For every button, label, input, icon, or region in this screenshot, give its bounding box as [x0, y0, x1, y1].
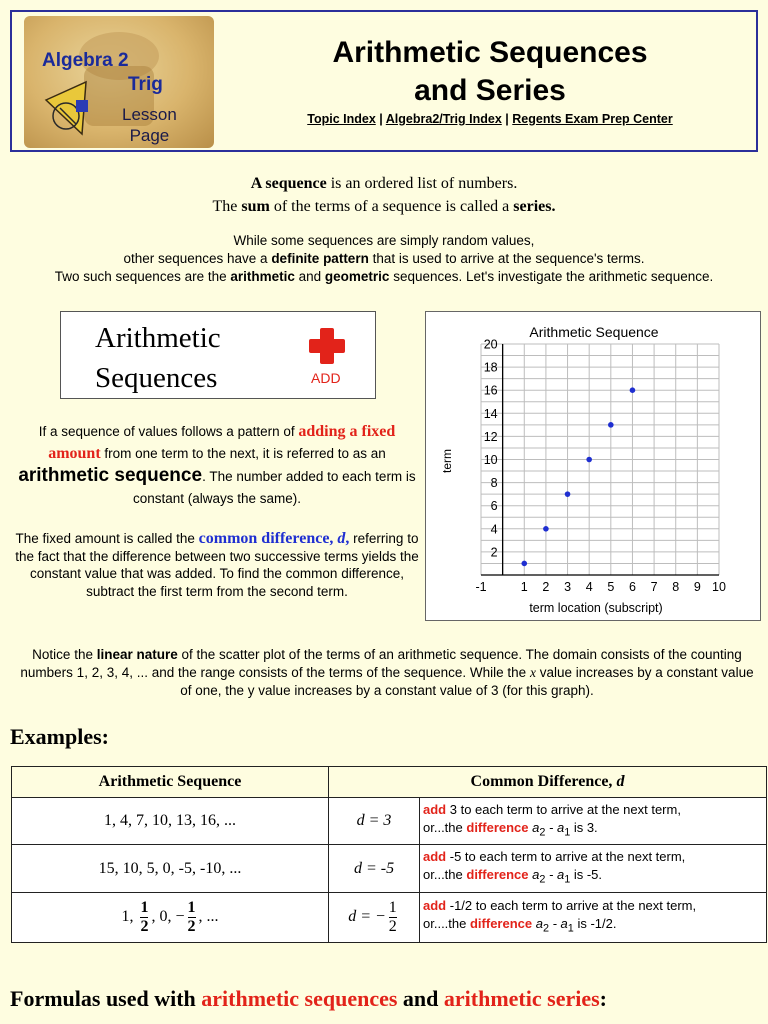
fraction [140, 899, 148, 936]
intro-text: that is used to arrive at the sequence's terms. [368, 251, 645, 266]
intro-definitions [0, 172, 768, 218]
intro-line-1: While some sequences are simply random values, [233, 233, 535, 248]
adding-fixed-amount-term: adding a fixed amount [48, 423, 396, 462]
numerator: 1 [140, 899, 149, 916]
header-text: Common Difference, [470, 773, 617, 790]
y-tick-label: 20 [483, 337, 498, 352]
add-word: add [423, 849, 447, 865]
examples-table [11, 766, 767, 943]
difference-cell [329, 798, 420, 845]
logo-art [24, 16, 214, 148]
definition-paragraph [14, 421, 420, 510]
y-tick-label: 18 [483, 360, 498, 375]
y-tick-label: 12 [483, 429, 498, 444]
scatter-plot [426, 312, 760, 620]
plus-icon [309, 328, 345, 364]
nav-links [222, 112, 758, 126]
notice-text: value increases by a constant value of one, the y value increases by a constant value of 3 (for this graph). [180, 665, 754, 698]
formulas-text: and [397, 986, 444, 1011]
x-axis-label: term location (subscript) [529, 601, 663, 615]
x-tick-label: 1 [520, 580, 528, 594]
d-variable: d [337, 530, 346, 547]
data-point [608, 422, 614, 428]
data-point [565, 491, 571, 497]
logo-subtitle [122, 104, 177, 146]
x-tick-labels [475, 580, 726, 594]
explanation-text: is 3. [570, 819, 598, 835]
def-text: from one term to the next, it is referred to as an [100, 446, 386, 461]
x-tick-label: 3 [564, 580, 572, 594]
sequence-term: A sequence [250, 175, 327, 192]
x-tick-label: 6 [628, 580, 636, 594]
def-text: . The number added to each term is constant (always the same). [132, 469, 416, 506]
sequence-cell: 1, 4, 7, 10, 13, 16, ... [12, 798, 329, 845]
x-tick-label: 4 [585, 580, 593, 594]
sequence-cell [12, 893, 329, 943]
a-variable: - a [549, 916, 568, 932]
arithmetic-term: arithmetic [230, 269, 295, 284]
formulas-heading [10, 986, 607, 1012]
x-variable: x [529, 665, 536, 680]
page-header [10, 10, 758, 152]
x-tick-label: 9 [693, 580, 701, 594]
table-row [12, 845, 767, 893]
banner-word-2: Sequences [95, 362, 218, 394]
subscript: 1 [564, 826, 571, 839]
subscript: 2 [539, 873, 546, 886]
x-tick-label: 2 [542, 580, 550, 594]
explanation-cell [420, 798, 767, 845]
subscript: 2 [542, 922, 549, 935]
explanation-text: or....the [423, 916, 470, 932]
scatter-chart [425, 311, 761, 621]
logo-subtitle-2: Page [129, 126, 170, 145]
series-term: series. [513, 198, 556, 215]
intro-text: and [294, 269, 325, 284]
topic-index-link[interactable]: Topic Index [307, 112, 376, 126]
chart-grid [481, 344, 719, 575]
explanation-text: -1/2 to each term to arrive at the next term, [446, 898, 697, 914]
def-text: If a sequence of values follows a pattern of [38, 424, 299, 439]
banner-title [95, 318, 221, 398]
y-tick-label: 2 [490, 545, 498, 560]
comma: , [345, 530, 350, 547]
definite-pattern-term: definite pattern [271, 251, 369, 266]
sequence-cell: 15, 10, 5, 0, -5, -10, ... [12, 845, 329, 893]
sum-term: sum [241, 198, 270, 215]
y-tick-label: 4 [490, 522, 498, 537]
explanation-text: is -1/2. [573, 916, 617, 932]
page-title [222, 34, 758, 110]
difference-value: d = -5 [353, 859, 395, 877]
intro-paragraph [0, 232, 768, 286]
linear-nature-paragraph [14, 646, 760, 700]
y-tick-label: 10 [483, 453, 498, 467]
x-tick-label: 5 [607, 580, 615, 594]
intro-line-3 [0, 268, 768, 286]
geometric-term: geometric [324, 269, 390, 284]
data-point [586, 457, 592, 463]
intro-text: other sequences have a [123, 251, 272, 266]
banner-word-1: Arithmetic [95, 322, 221, 354]
numerator: 1 [388, 899, 397, 916]
explanation-text: is -5. [570, 867, 603, 883]
fraction [389, 899, 397, 936]
add-label: ADD [311, 370, 341, 386]
denominator: 2 [187, 918, 196, 935]
def-text: The fixed amount is called the [15, 531, 199, 546]
denominator: 2 [388, 918, 397, 935]
logo-subtitle-1: Lesson [122, 105, 177, 124]
x-tick-label: -1 [475, 580, 487, 594]
difference-value: d = 3 [356, 812, 392, 829]
arithmetic-sequence-term: arithmetic sequence [18, 465, 203, 486]
data-point [521, 561, 527, 567]
intro-line-2 [0, 250, 768, 268]
series-def-text: of the terms of a sequence is called a [269, 198, 514, 215]
lesson-logo[interactable] [24, 16, 214, 148]
difference-cell [329, 845, 420, 893]
a-variable: a [528, 867, 540, 883]
y-axis-label: term [440, 449, 454, 473]
def-text: referring to the fact that the difference between two successive terms yields the constant value that was added. To find the common difference, subtract the first term from the second term. [15, 531, 419, 599]
a-variable: - a [545, 819, 565, 835]
series-def-text: The [212, 198, 242, 215]
page-title-line-1: Arithmetic Sequences [332, 36, 648, 69]
explanation-text: -5 to each term to arrive at the next term, [446, 849, 686, 865]
sequence-text: , 0, − [151, 908, 185, 926]
formulas-text: : [599, 986, 607, 1011]
data-points [521, 387, 635, 566]
a-variable: - a [545, 867, 565, 883]
linear-nature-term: linear nature [96, 647, 178, 662]
intro-text: sequences. Let's investigate the arithmetic sequence. [389, 269, 714, 284]
explanation-text: or...the [423, 867, 467, 883]
x-tick-label: 10 [712, 580, 726, 594]
column-header-common-difference [329, 767, 767, 798]
formulas-text: Formulas used with [10, 986, 202, 1011]
notice-text: of the scatter plot of the terms of an arithmetic sequence. The domain consists of the counting numbers 1, 2, 3, 4, ... and the range consists of the terms of the sequence. While the [20, 647, 742, 680]
subscript: 2 [539, 826, 546, 839]
x-tick-label: 7 [650, 580, 658, 594]
series-definition [0, 195, 768, 218]
d-variable: d [616, 773, 625, 790]
denominator: 2 [140, 918, 149, 935]
examples-heading: Examples: [10, 724, 109, 749]
algebra2-trig-index-link[interactable]: Algebra2/Trig Index [385, 112, 502, 126]
page-title-line-2: and Series [414, 74, 566, 107]
sequence-text: 1, [121, 908, 134, 926]
data-point [543, 526, 549, 532]
regents-exam-prep-link[interactable]: Regents Exam Prep Center [512, 112, 673, 126]
logo-title-2: Trig [128, 74, 163, 95]
a-variable: a [528, 819, 540, 835]
notice-text: Notice the [32, 647, 97, 662]
sequence-definition [0, 172, 768, 195]
sequence-def-text: is an ordered list of numbers. [326, 175, 518, 192]
y-tick-label: 14 [483, 406, 498, 421]
column-header-sequence: Arithmetic Sequence [12, 767, 329, 798]
table-row [12, 893, 767, 943]
intro-text: Two such sequences are the [54, 269, 231, 284]
explanation-text: 3 to each term to arrive at the next term, [446, 801, 681, 817]
arithmetic-sequences-banner [60, 311, 376, 399]
fraction [188, 899, 196, 936]
add-word: add [423, 898, 447, 914]
difference-value: d = − [348, 908, 386, 926]
logo-title-1: Algebra 2 [42, 50, 129, 71]
add-word: add [423, 801, 447, 817]
x-tick-label: 8 [672, 580, 680, 594]
y-tick-label: 16 [483, 383, 498, 398]
table-row [12, 798, 767, 845]
arithmetic-series-term: arithmetic series [443, 986, 600, 1011]
difference-word: difference [466, 867, 529, 883]
difference-word: difference [466, 819, 529, 835]
data-point [630, 387, 636, 393]
link-separator: | [379, 112, 383, 126]
explanation-text: or...the [423, 819, 467, 835]
common-difference-paragraph [14, 530, 420, 600]
chart-title: Arithmetic Sequence [529, 324, 659, 340]
difference-word: difference [469, 916, 533, 932]
common-difference-term: common difference, [198, 530, 338, 547]
arithmetic-sequences-term: arithmetic sequences [201, 986, 398, 1011]
link-separator: | [505, 112, 509, 126]
y-tick-label: 8 [490, 476, 498, 491]
numerator: 1 [187, 899, 196, 916]
difference-cell [329, 893, 420, 943]
sequence-text: , ... [198, 908, 219, 926]
a-variable: a [532, 916, 543, 932]
y-tick-label: 6 [490, 499, 498, 514]
subscript: 1 [567, 922, 574, 935]
explanation-cell [420, 893, 767, 943]
y-tick-labels [484, 338, 498, 560]
table-header-row [12, 767, 767, 798]
explanation-cell [420, 845, 767, 893]
subscript: 1 [564, 873, 571, 886]
